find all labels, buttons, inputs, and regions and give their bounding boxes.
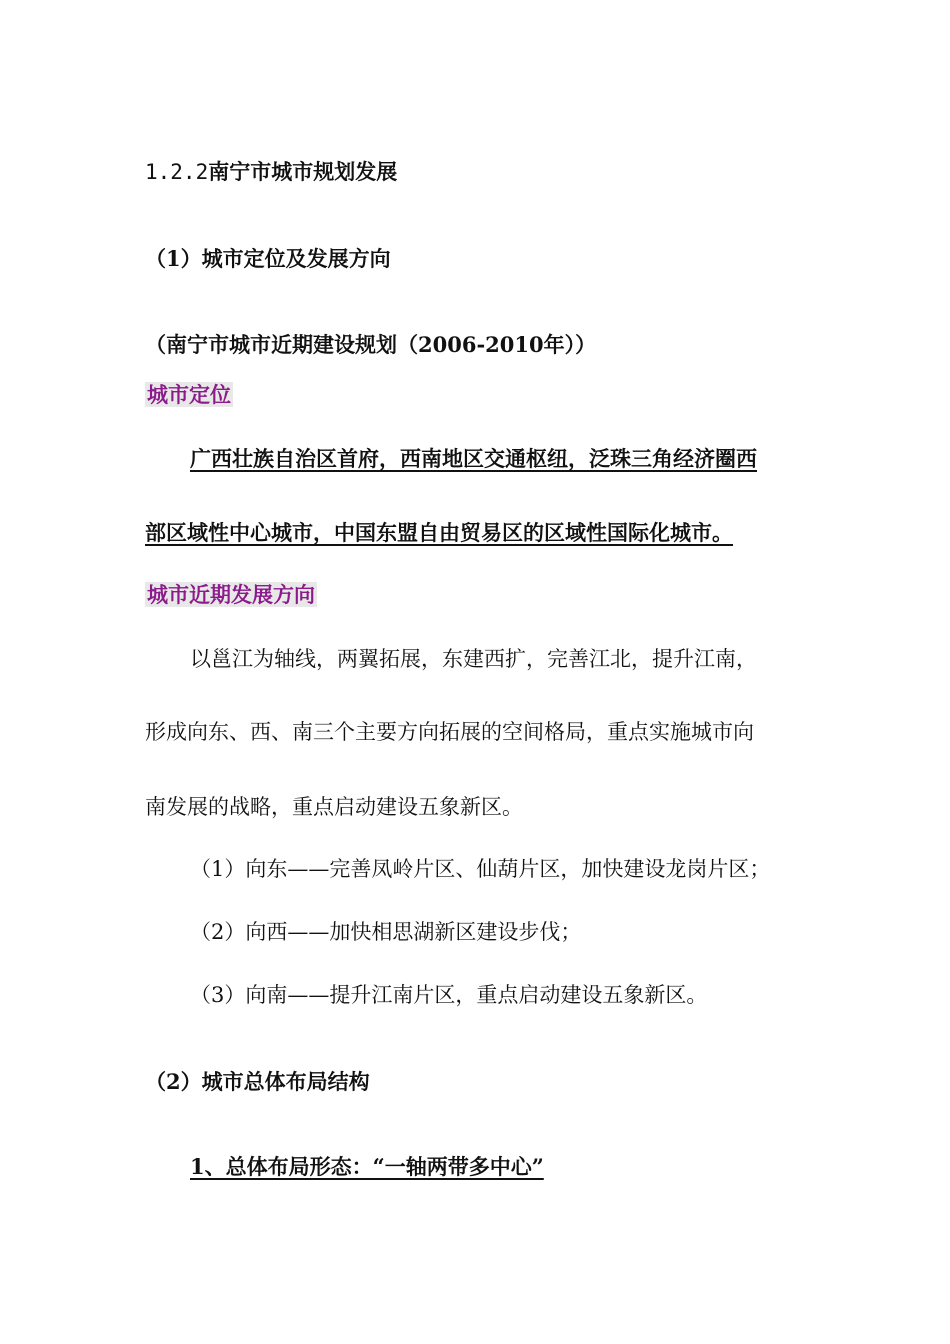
positioning-label: 城市定位 — [147, 382, 231, 407]
direction-item-2: （2）向西——加快相思湖新区建设步伐； — [190, 920, 582, 944]
section-title — [145, 158, 397, 186]
direction-label: 城市近期发展方向 — [147, 582, 315, 607]
direction-line-1: 以邕江为轴线，两翼拓展，东建西扩，完善江北，提升江南， — [190, 647, 757, 671]
layout-form-heading: 1、总体布局形态：“一轴两带多中心” — [190, 1154, 544, 1179]
section-title-text: 南宁市城市规划发展 — [208, 159, 398, 184]
direction-line-3: 南发展的战略，重点启动建设五象新区。 — [145, 795, 523, 819]
direction-item-3: （3）向南——提升江南片区，重点启动建设五象新区。 — [190, 983, 708, 1007]
positioning-label-row — [145, 381, 233, 409]
positioning-line-2: 部区域性中心城市，中国东盟自由贸易区的区域性国际化城市。 — [145, 520, 733, 545]
direction-label-row — [145, 581, 317, 609]
direction-item-1: （1）向东——完善凤岭片区、仙葫片区，加快建设龙岗片区； — [190, 857, 771, 881]
subsection-heading-2: （2）城市总体布局结构 — [145, 1069, 370, 1094]
subsection-heading-1: （1）城市定位及发展方向 — [145, 246, 391, 271]
plan-source: （南宁市城市近期建设规划（2006-2010年）） — [145, 332, 597, 357]
positioning-line-1: 广西壮族自治区首府，西南地区交通枢纽，泛珠三角经济圈西 — [190, 446, 757, 471]
section-number: 1.2.2 — [145, 160, 209, 184]
direction-line-2: 形成向东、西、南三个主要方向拓展的空间格局，重点实施城市向 — [145, 720, 754, 744]
